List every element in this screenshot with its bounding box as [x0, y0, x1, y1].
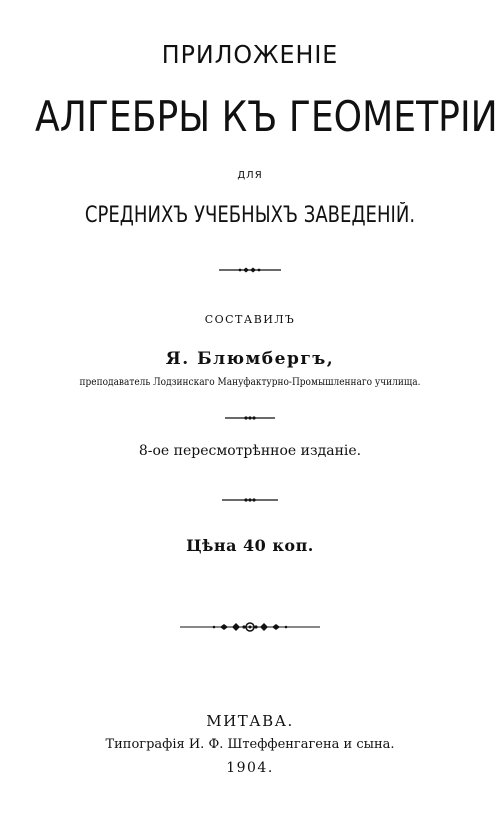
imprint-city: МИТАВА.: [206, 712, 294, 730]
imprint-printer: Типографія И. Ф. Штеффенгагена и сына.: [105, 737, 395, 752]
edition-note: 8-ое пересмотрѣнное изданіе.: [138, 443, 362, 459]
ornament-divider-icon: [0, 414, 500, 422]
author-position: преподаватель Лодзинскаго Мануфактурно-Промышленнаго училища.: [79, 377, 421, 388]
price: Цѣна 40 коп.: [186, 536, 314, 555]
ornament-divider-icon: [0, 266, 500, 274]
imprint-year: 1904.: [226, 760, 274, 776]
compiled-by-label: СОСТАВИЛЪ: [204, 313, 296, 326]
title-audience: СРЕДНИХЪ УЧЕБНЫХЪ ЗАВЕДЕНІЙ.: [84, 203, 416, 228]
title-preposition: ДЛЯ: [237, 170, 263, 181]
ornament-flourish-icon: [0, 621, 500, 633]
ornament-divider-icon: [0, 496, 500, 504]
author-name: Я. Блюмбергъ,: [165, 349, 335, 369]
title-main: АЛГЕБРЫ КЪ ГЕОМЕТРІИ: [35, 92, 498, 141]
title-line-1: ПРИЛОЖЕНІЕ: [161, 40, 339, 69]
